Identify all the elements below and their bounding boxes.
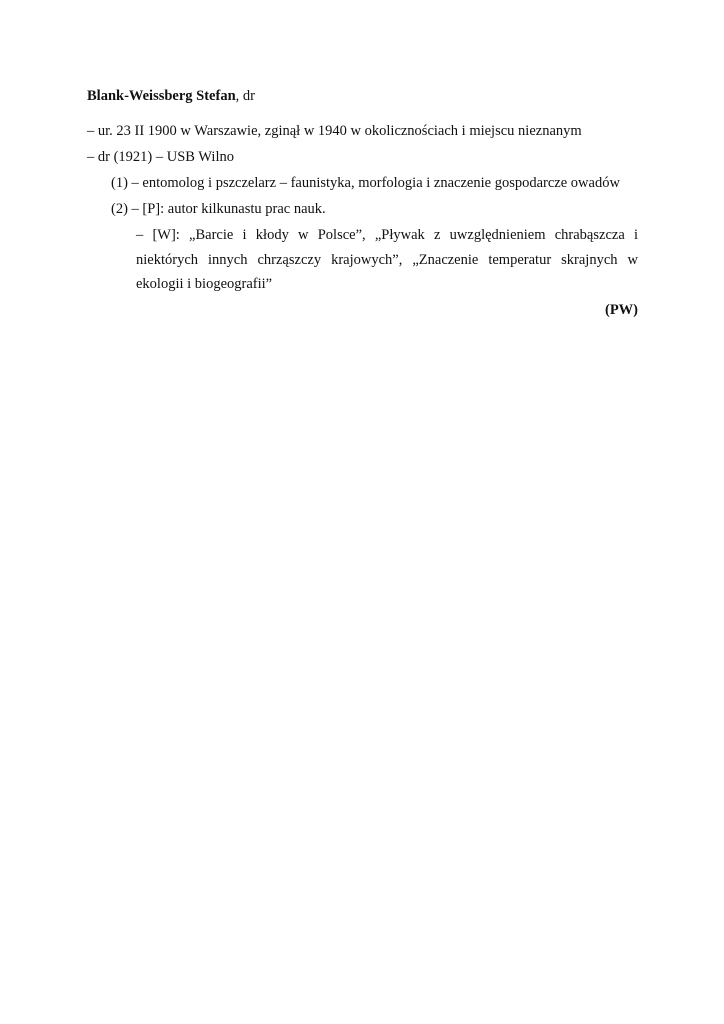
degree-line: – dr (1921) – USB Wilno xyxy=(87,149,234,165)
works-line-2: niektórych innych chrząszczy krajowych”, „Znaczenie temperatur skrajnych w xyxy=(136,252,638,268)
title-suffix: , dr xyxy=(235,88,255,104)
author-signature: (PW) xyxy=(604,302,638,318)
item-2-line: (2) – [P]: autor kilkunastu prac nauk. xyxy=(111,201,326,217)
entry-heading xyxy=(87,86,255,106)
item-1-line: (1) – entomolog i pszczelarz – faunistyka, morfologia i znaczenie gospodarcze owadów xyxy=(111,175,620,191)
birth-line: – ur. 23 II 1900 w Warszawie, zginął w 1940 w okolicznościach i miejscu nieznanym xyxy=(87,123,582,139)
works-line-3: ekologii i biogeografii” xyxy=(136,276,273,292)
works-line-1: – [W]: „Barcie i kłody w Polsce”, „Pływak z uwzględnieniem chrabąszcza i xyxy=(136,227,638,243)
person-name: Blank-Weissberg Stefan xyxy=(87,88,236,104)
